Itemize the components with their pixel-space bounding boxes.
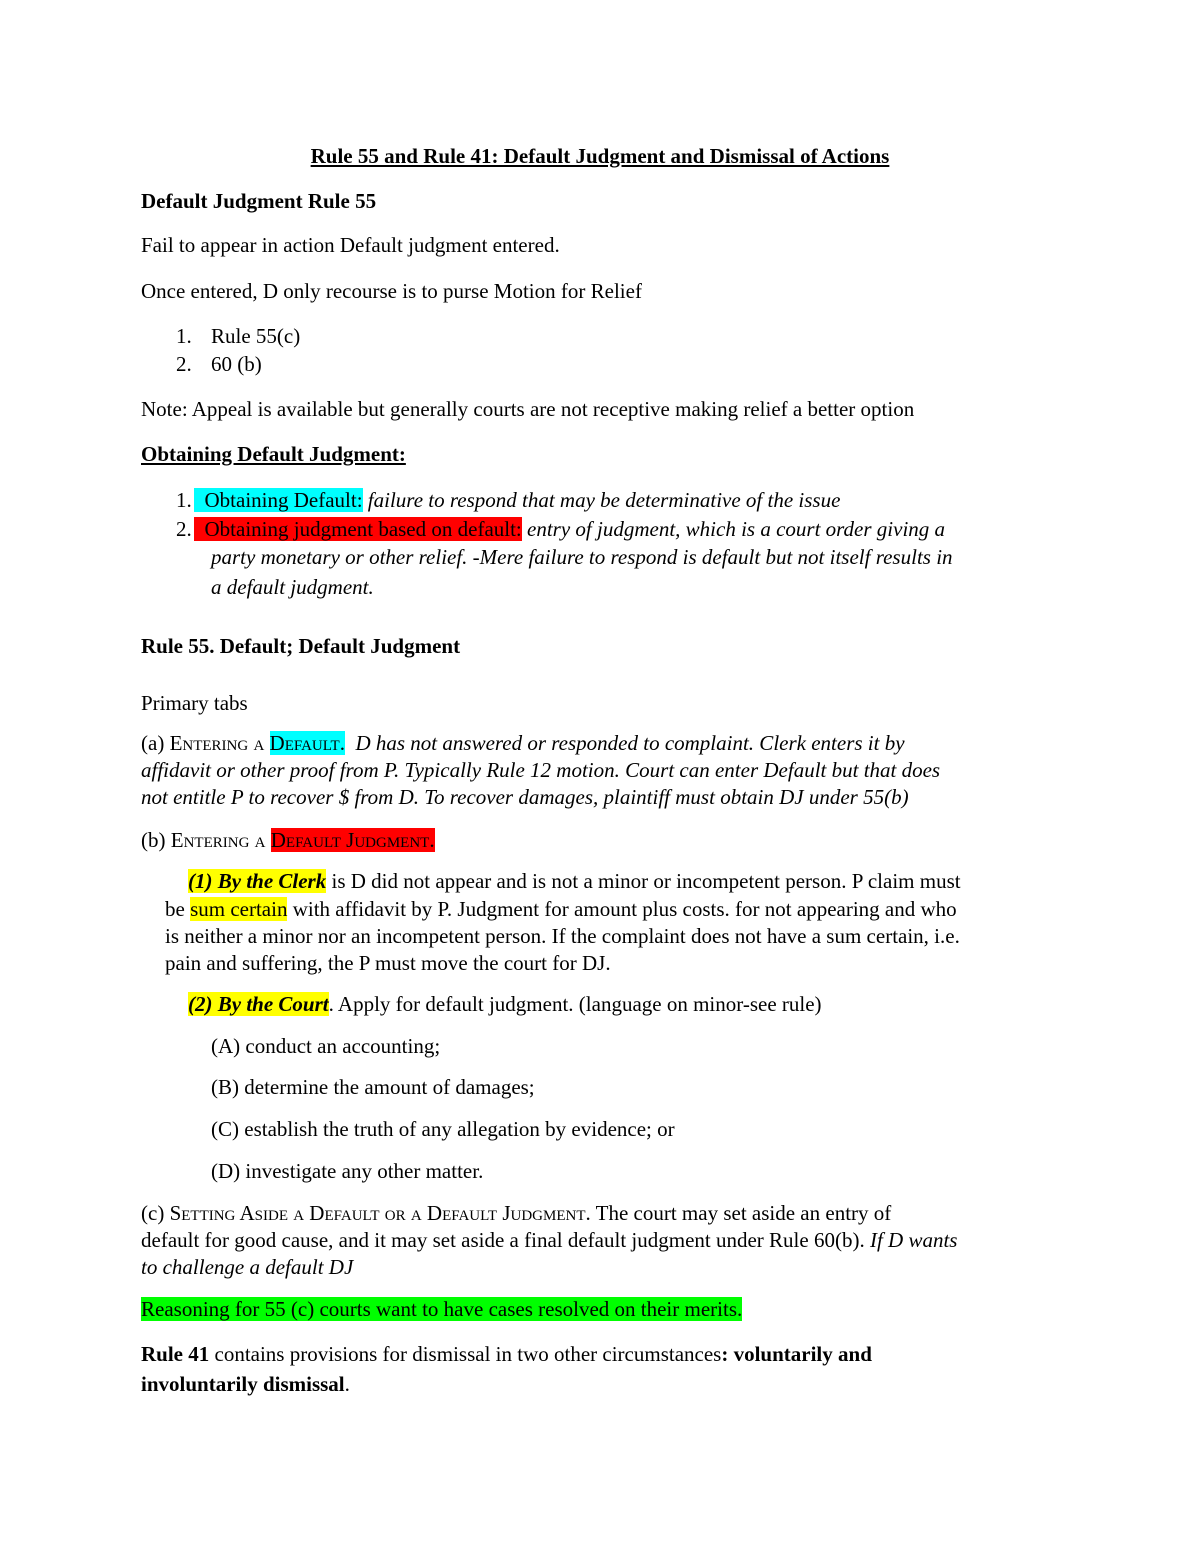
highlight-by-the-court: (2) By the Court: [188, 992, 329, 1016]
section-b: [141, 827, 435, 854]
list-item-continued: party monetary or other relief. -Mere failure to respond is default but not itself results in: [211, 545, 953, 569]
list-item-text: entry of judgment, which is a court order giving a: [521, 517, 946, 541]
section-a-text: affidavit or other proof from P. Typically Rule 12 motion. Court can enter Default but that does: [141, 758, 941, 782]
list-number: 2.: [176, 517, 192, 541]
list-item-text: failure to respond that may be determinative of the issue: [362, 488, 841, 512]
list-item: Rule 55(c): [211, 324, 301, 348]
rule41-bold: Rule 41: [141, 1342, 210, 1366]
primary-tabs-label: Primary tabs: [141, 691, 248, 715]
page-title: Rule 55 and Rule 41: Default Judgment and Dismissal of Actions: [310, 144, 890, 168]
section-c-text: [141, 1227, 957, 1254]
section-caption: Entering a: [170, 828, 271, 852]
section-label: (c): [141, 1201, 170, 1225]
rule41-paragraph-continued: [141, 1371, 350, 1398]
paragraph-note: Note: Appeal is available but generally courts are not receptive making relief a better option: [141, 397, 915, 421]
highlight-reasoning: Reasoning for 55 (c) courts want to have cases resolved on their merits.: [141, 1297, 743, 1321]
highlight-default: Default.: [269, 731, 345, 755]
section-label: (b): [141, 828, 171, 852]
court-list-item: (B) determine the amount of damages;: [211, 1075, 535, 1099]
heading-rule-55: Rule 55. Default; Default Judgment: [141, 634, 461, 658]
list-item-continued: a default judgment.: [211, 575, 374, 599]
rule41-bold: : voluntarily and: [721, 1342, 872, 1366]
list-item: [194, 487, 840, 514]
rule41-bold: involuntarily dismissal: [141, 1372, 345, 1396]
heading-obtaining-default-judgment: Obtaining Default Judgment:: [141, 442, 406, 466]
clerk-paragraph: [188, 868, 961, 895]
section-a-text: not entitle P to recover $ from D. To recover damages, plaintiff must obtain DJ under 55(b): [141, 785, 909, 809]
list-number: 1.: [176, 488, 192, 512]
reasoning-paragraph: [141, 1296, 742, 1323]
list-item: 60 (b): [211, 352, 262, 376]
court-text: . Apply for default judgment. (language on minor-see rule): [328, 992, 822, 1016]
section-label: (a): [141, 731, 170, 755]
court-paragraph: [188, 991, 822, 1018]
section-caption: Setting Aside a Default or a Default Judgment.: [169, 1201, 591, 1225]
clerk-text: [165, 896, 957, 923]
clerk-text: pain and suffering, the P must move the court for DJ.: [165, 951, 611, 975]
section-text-italic: If D wants: [864, 1228, 958, 1252]
clerk-text: is neither a minor nor an incompetent person. If the complaint does not have a sum certain, i.e.: [165, 924, 960, 948]
highlight-default-judgment: Default Judgment.: [270, 828, 435, 852]
court-list-item: (A) conduct an accounting;: [211, 1034, 441, 1058]
list-number: 1.: [176, 324, 192, 348]
section-a: [141, 730, 905, 757]
highlight-obtaining-default: Obtaining Default:: [194, 488, 363, 512]
list-number: 2.: [176, 352, 192, 376]
section-text: The court may set aside an entry of: [590, 1201, 892, 1225]
rule41-text: contains provisions for dismissal in two other circumstances: [209, 1342, 722, 1366]
highlight-sum-certain: sum certain: [190, 897, 288, 921]
section-c-text: to challenge a default DJ: [141, 1255, 354, 1279]
rule41-text: .: [344, 1372, 350, 1396]
section-text: D has not answered or responded to complaint. Clerk enters it by: [344, 731, 905, 755]
list-item: [194, 516, 945, 543]
paragraph-once-entered: Once entered, D only recourse is to purse Motion for Relief: [141, 279, 642, 303]
heading-default-judgment: Default Judgment Rule 55: [141, 189, 377, 213]
paragraph-fail-to-appear: Fail to appear in action Default judgment entered.: [141, 233, 560, 257]
highlight-obtaining-judgment: Obtaining judgment based on default:: [194, 517, 522, 541]
clerk-text: is D did not appear and is not a minor or incompetent person. P claim must: [326, 869, 961, 893]
section-caption: Entering a: [169, 731, 270, 755]
section-c: [141, 1200, 891, 1227]
section-text: default for good cause, and it may set aside a final default judgment under Rule 60(b).: [141, 1228, 865, 1252]
highlight-by-the-clerk: (1) By the Clerk: [188, 869, 327, 893]
court-list-item: (D) investigate any other matter.: [211, 1159, 484, 1183]
clerk-text-pre: be: [165, 897, 191, 921]
court-list-item: (C) establish the truth of any allegation by evidence; or: [211, 1117, 675, 1141]
clerk-text-rest: with affidavit by P. Judgment for amount plus costs. for not appearing and who: [287, 897, 957, 921]
rule41-paragraph: [141, 1341, 872, 1368]
